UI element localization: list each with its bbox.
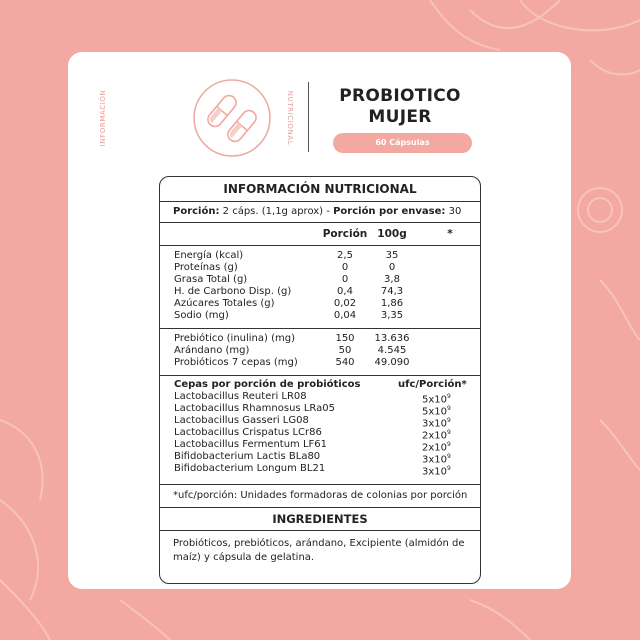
strain-row: Bifidobacterium Longum BL21 $3x10^9$ (174, 463, 451, 478)
table-row: Azúcares Totales (g) 0,02 1,86 (174, 298, 404, 309)
col-star: * (447, 228, 453, 240)
table-row: Grasa Total (g) 0 3,8 (174, 274, 400, 285)
table-row: H. de Carbono Disp. (g) 0,4 74,3 (174, 286, 404, 297)
column-header (160, 223, 480, 246)
table-row: Sodio (mg) 0,04 3,35 (174, 310, 404, 321)
strain-row: Lactobacillus Rhamnosus LRa05 $5x10^9$ (174, 403, 451, 418)
col-portion: Porción (322, 228, 368, 240)
table-row: Probióticos 7 cepas (mg) 540 49.090 (174, 357, 410, 368)
per-container-value: 30 (448, 206, 462, 217)
portion-sep: - (326, 206, 330, 217)
strains-header: Cepas por porción de probióticos ufc/Porción* (174, 379, 467, 390)
side-label-nutricional: NUTRICIONAL (286, 90, 294, 146)
col-100g: 100g (377, 228, 407, 240)
portion-label: Porción: (173, 206, 220, 217)
strain-row: Bifidobacterium Lactis BLa80 $3x10^9$ (174, 451, 451, 466)
capsule-pills-icon (192, 78, 272, 158)
product-title-line2: MUJER (368, 107, 432, 127)
side-label-informacion: INFORMACIÓN (99, 89, 107, 147)
strain-row: Lactobacillus Fermentum LF61 $2x10^9$ (174, 439, 451, 454)
strains-section (160, 376, 480, 485)
ingredients-title: INGREDIENTES (160, 508, 480, 531)
per-container-label: Porción por envase: (333, 206, 446, 217)
ingredients-text: Probióticos, prebióticos, arándano, Excipiente (almidón de maíz) y cápsula de gelatina. (173, 538, 465, 563)
header-divider (308, 82, 309, 152)
table-row: Energía (kcal) 2,5 35 (174, 250, 399, 261)
portion-line (160, 202, 480, 223)
portion-value: 2 cáps. (1,1g aprox) (222, 206, 324, 217)
nutrition-title: INFORMACIÓN NUTRICIONAL (160, 177, 480, 202)
product-title-line1: PROBIOTICO (339, 86, 461, 106)
ufc-footnote: *ufc/porción: Unidades formadoras de colonias por porción (160, 485, 480, 508)
capsules-badge: 60 Cápsulas (333, 133, 472, 153)
strain-row: Lactobacillus Gasseri LG08 $3x10^9$ (174, 415, 451, 430)
product-title (320, 86, 480, 128)
nutrients-section (160, 246, 480, 329)
extras-section (160, 329, 480, 376)
nutrition-table (159, 176, 481, 584)
strain-row: Lactobacillus Crispatus LCr86 $2x10^9$ (174, 427, 451, 442)
table-row: Arándano (mg) 50 4.545 (174, 345, 407, 356)
table-row: Proteínas (g) 0 0 (174, 262, 396, 273)
table-row: Prebiótico (inulina) (mg) 150 13.636 (174, 333, 410, 344)
strain-row: Lactobacillus Reuteri LR08 $5x10^9$ (174, 391, 451, 406)
